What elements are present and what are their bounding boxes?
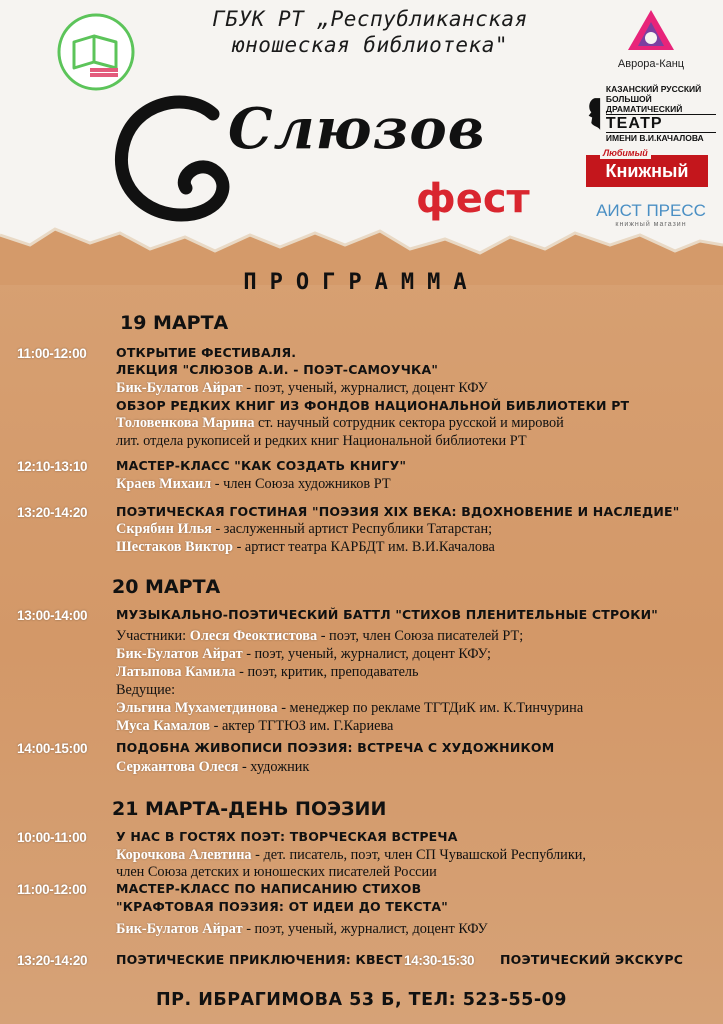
person-desc: - поэт, критик, преподаватель <box>235 664 419 680</box>
day1-time-1: 11:00-12:00 <box>17 346 87 361</box>
day2-person-4 <box>116 700 583 717</box>
person-name: Латыпова Камила <box>116 664 236 680</box>
person-name: Олеся Феоктистова <box>189 628 318 644</box>
day1-event-3: ПОЭТИЧЕСКАЯ ГОСТИНАЯ "ПОЭЗИЯ XIX ВЕКА: ВДОХНОВЕНИЕ И НАСЛЕДИЕ" <box>116 504 680 519</box>
person-desc: - актер ТГТЮЗ им. Г.Кариева <box>210 718 394 734</box>
participants-label: Участники: <box>116 628 190 644</box>
spiral-letter-icon <box>108 86 248 236</box>
person-desc: - поэт, ученый, журналист, доцент КФУ <box>242 380 488 396</box>
aurora-logo-icon <box>586 8 716 52</box>
theatre-line-4: ИМЕНИ В.И.КАЧАЛОВА <box>605 133 704 143</box>
day3-event-4: ПОЭТИЧЕСКИЙ ЭКСКУРС <box>500 952 684 967</box>
person-name: Муса Камалов <box>116 718 211 734</box>
day2-hosts-label: Ведущие: <box>116 682 176 698</box>
day2-person-1 <box>116 628 523 645</box>
person-name: Бик-Булатов Айрат <box>116 921 243 937</box>
festival-brand <box>108 86 628 236</box>
day1-event-1a: ОТКРЫТИЕ ФЕСТИВАЛЯ. <box>116 345 297 360</box>
day1-person-4 <box>116 521 492 538</box>
person-desc: - артист театра КАРБДТ им. В.И.Качалова <box>233 539 495 555</box>
day1-date: 19 МАРТА <box>120 312 229 334</box>
day2-time-2: 14:00-15:00 <box>17 741 88 756</box>
day1-time-3: 13:20-14:20 <box>17 505 88 520</box>
book-logo-icon <box>56 12 136 92</box>
theatre-line-1: КАЗАНСКИЙ РУССКИЙ <box>605 84 702 94</box>
sponsor-logos <box>586 8 716 228</box>
day2-date: 20 МАРТА <box>112 576 221 598</box>
day3-event-2: МАСТЕР-КЛАСС ПО НАПИСАНИЮ СТИХОВ <box>116 881 422 896</box>
day2-person-5 <box>116 718 393 735</box>
person-name: Толовенкова Марина <box>116 415 255 431</box>
person-name: Сержантова Олеся <box>116 759 239 775</box>
day3-event-3: ПОЭТИЧЕСКИЕ ПРИКЛЮЧЕНИЯ: КВЕСТ <box>116 952 403 967</box>
day2-event-2: ПОДОБНА ЖИВОПИСИ ПОЭЗИЯ: ВСТРЕЧА С ХУДОЖНИКОМ <box>116 740 555 755</box>
person-name: Бик-Булатов Айрат <box>116 646 243 662</box>
theatre-line-2: БОЛЬШОЙ ДРАМАТИЧЕСКИЙ <box>605 94 683 114</box>
person-name: Корочкова Алевтина <box>116 847 252 863</box>
org-line-1: ГБУК РТ „Республиканская <box>212 7 528 31</box>
knizhny-label: Книжный <box>605 161 689 181</box>
day3-time-2: 11:00-12:00 <box>17 882 87 897</box>
day2-time-1: 13:00-14:00 <box>17 608 88 623</box>
day3-time-3: 13:20-14:20 <box>17 953 88 968</box>
day2-person-6 <box>116 759 309 776</box>
person-desc: - художник <box>238 759 310 775</box>
day3-event-1: У НАС В ГОСТЯХ ПОЭТ: ТВОРЧЕСКАЯ ВСТРЕЧА <box>116 829 458 844</box>
person-name: Шестаков Виктор <box>116 539 233 555</box>
day2-event-1: МУЗЫКАЛЬНО-ПОЭТИЧЕСКИЙ БАТТЛ "СТИХОВ ПЛЕНИТЕЛЬНЫЕ СТРОКИ" <box>116 607 659 622</box>
day3-person-1-cont: член Союза детских и юношеских писателей России <box>116 864 437 880</box>
aist-logo <box>586 201 716 228</box>
person-desc: ст. научный сотрудник сектора русской и мировой <box>254 415 564 431</box>
person-desc: - поэт, ученый, журналист, доцент КФУ <box>242 921 488 937</box>
day3-date: 21 МАРТА-ДЕНЬ ПОЭЗИИ <box>112 798 387 820</box>
fest-label: фест <box>416 176 530 222</box>
person-name: Бик-Булатов Айрат <box>116 380 243 396</box>
person-desc: - поэт, ученый, журналист, доцент КФУ; <box>242 646 492 662</box>
day3-time-1: 10:00-11:00 <box>17 830 87 845</box>
organization-name <box>175 6 565 58</box>
day1-event-2: МАСТЕР-КЛАСС "КАК СОЗДАТЬ КНИГУ" <box>116 458 407 473</box>
person-desc: - заслуженный артист Республики Татарстан; <box>211 521 493 537</box>
person-name: Краев Михаил <box>116 476 212 492</box>
day1-person-5 <box>116 539 495 556</box>
day1-event-1c: ОБЗОР РЕДКИХ КНИГ ИЗ ФОНДОВ НАЦИОНАЛЬНОЙ БИБЛИОТЕКИ РТ <box>116 398 630 413</box>
person-desc: - член Союза художников РТ <box>211 476 391 492</box>
brand-word: Слюзов <box>228 96 486 162</box>
knizhny-small-label: Любимый <box>600 147 651 159</box>
day3-person-2 <box>116 921 488 938</box>
aurora-label: Аврора-Канц <box>617 58 685 70</box>
theatre-line-3: ТЕАТР <box>606 114 716 133</box>
day3-person-1 <box>116 847 586 864</box>
theatre-logo <box>586 84 716 143</box>
person-name: Скрябин Илья <box>116 521 212 537</box>
org-line-2: юношеская библиотека" <box>231 33 508 57</box>
day2-person-3 <box>116 664 419 681</box>
day2-person-2 <box>116 646 491 663</box>
day1-person-2 <box>116 415 564 432</box>
day1-person-2-cont: лит. отдела рукописей и редких книг Национальной библиотеки РТ <box>116 433 527 449</box>
knizhny-logo <box>586 148 708 187</box>
day1-person-3 <box>116 476 391 493</box>
aist-sub-label: книжный магазин <box>615 221 687 228</box>
day1-person-1 <box>116 380 488 397</box>
day1-time-2: 12:10-13:10 <box>17 459 88 474</box>
theatre-profile-icon <box>586 94 602 134</box>
day1-event-1b: ЛЕКЦИЯ "СЛЮЗОВ А.И. - ПОЭТ-САМОУЧКА" <box>116 362 439 377</box>
programma-title: ПРОГРАММА <box>243 270 480 295</box>
aist-label: АИСТ ПРЕСС <box>596 201 706 220</box>
day3-time-4: 14:30-15:30 <box>404 953 475 968</box>
person-name: Эльгина Мухаметдинова <box>116 700 278 716</box>
person-desc: - дет. писатель, поэт, член СП Чувашской Республики, <box>251 847 586 863</box>
address-phone: ПР. ИБРАГИМОВА 53 Б, ТЕЛ: 523-55-09 <box>156 990 567 1010</box>
person-desc: - поэт, член Союза писателей РТ; <box>317 628 524 644</box>
day3-event-2b: "КРАФТОВАЯ ПОЭЗИЯ: ОТ ИДЕИ ДО ТЕКСТА" <box>116 899 449 914</box>
person-desc: - менеджер по рекламе ТГТДиК им. К.Тинчурина <box>277 700 584 716</box>
